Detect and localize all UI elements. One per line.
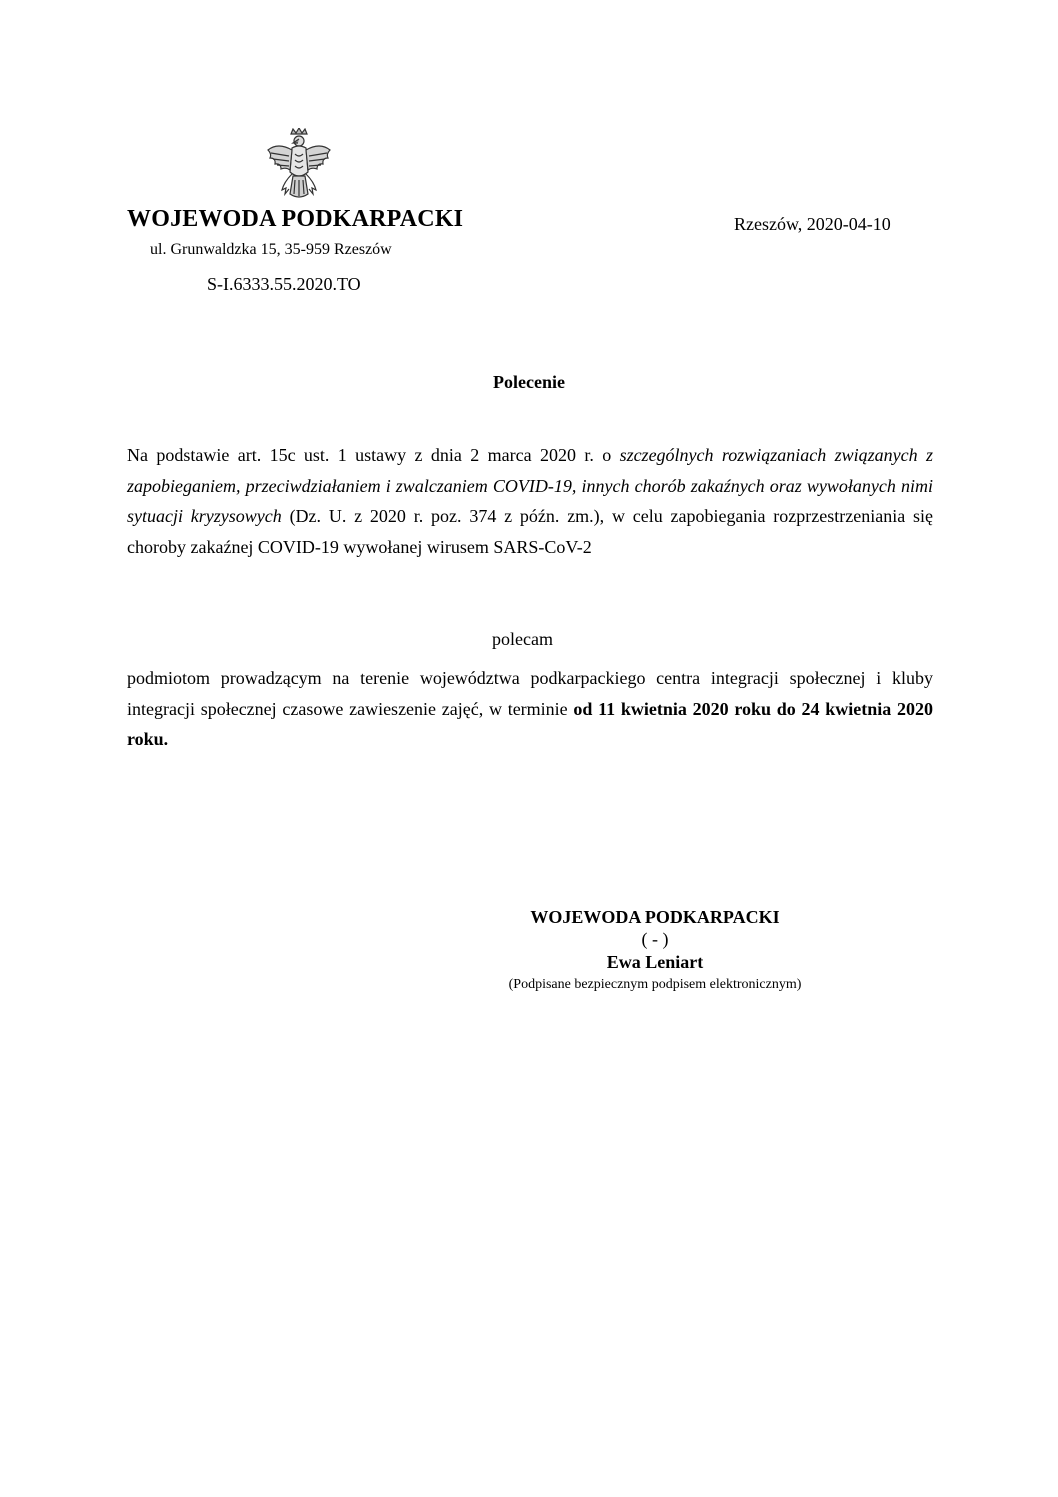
polish-eagle-emblem-icon (262, 128, 336, 208)
legal-basis-text-a: Na podstawie art. 15c ust. 1 ustawy z dnia 2 marca 2020 r. o (127, 445, 620, 465)
signature-title: WOJEWODA PODKARPACKI (530, 907, 780, 927)
issuer-name: WOJEWODA PODKARPACKI (127, 206, 464, 232)
place-and-date: Rzeszów, 2020-04-10 (734, 214, 891, 234)
document-title: Polecenie (493, 372, 565, 392)
instruction-period: od 11 kwietnia 2020 roku do 24 kwietnia 2020 roku. (127, 698, 933, 749)
instruction-text: podmiotom prowadzącym na terenie województwa podkarpackiego centra integracji społecznej i kluby integracji społecznej czasowe zawieszenie zajęć, w terminie (127, 668, 933, 719)
signature-block (455, 906, 855, 996)
instruction-paragraph (127, 663, 933, 755)
legal-basis-text-b: (Dz. U. z 2020 r. poz. 374 z późn. zm.), w celu zapobiegania rozprzestrzeniania się choroby zakaźnej COVID-19 wywołanej wirusem SARS-CoV-2 (127, 506, 934, 557)
signature-note: (Podpisane bezpiecznym podpisem elektronicznym) (508, 977, 802, 992)
signatory-name: Ewa Leniart (606, 952, 704, 972)
command-word: polecam (492, 629, 553, 649)
signature-mark: ( - ) (641, 929, 669, 949)
case-number: S-I.6333.55.2020.TO (207, 274, 361, 294)
legal-basis-paragraph (127, 440, 933, 562)
act-title: szczególnych rozwiązaniach związanych z zapobieganiem, przeciwdziałaniem i zwalczaniem COVID-19, innych chorób zakaźnych oraz wywołanych nimi sytuacji kryzysowych (127, 445, 933, 526)
issuer-address: ul. Grunwaldzka 15, 35-959 Rzeszów (150, 241, 392, 258)
